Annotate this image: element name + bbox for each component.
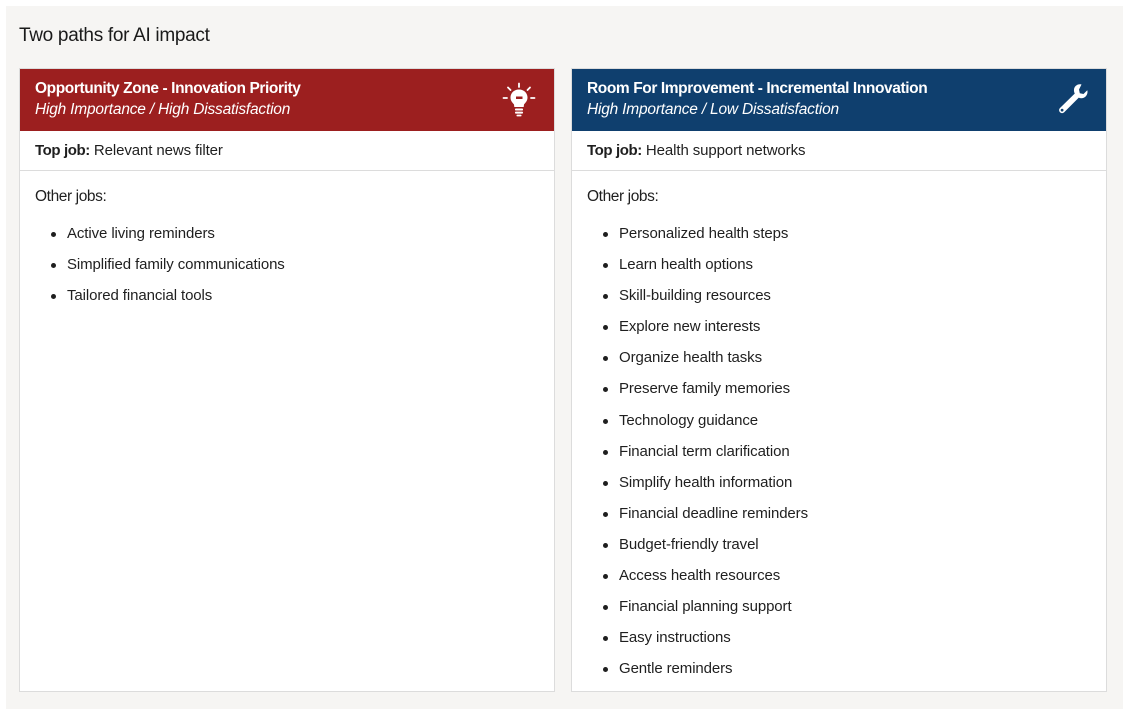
list-item: Organize health tasks — [603, 342, 1106, 373]
top-job-row — [20, 131, 554, 171]
other-jobs-heading: Other jobs: — [587, 188, 659, 205]
card-header — [20, 69, 554, 131]
lightbulb-icon — [502, 82, 536, 118]
list-item: Financial term clarification — [603, 436, 1106, 467]
wrench-icon — [1054, 82, 1088, 118]
top-job-label: Top job: — [35, 142, 90, 159]
list-item: Budget-friendly travel — [603, 529, 1106, 560]
other-jobs-list — [20, 218, 554, 311]
list-item: Gentle reminders — [603, 653, 1106, 684]
card-header — [572, 69, 1106, 131]
list-item: Simplify health information — [603, 467, 1106, 498]
card-subtitle: High Importance / Low Dissatisfaction — [587, 101, 839, 118]
top-job-value: Relevant news filter — [93, 142, 223, 159]
other-jobs-list — [572, 218, 1106, 684]
list-item: Financial deadline reminders — [603, 498, 1106, 529]
list-item: Tailored financial tools — [51, 280, 554, 311]
list-item: Active living reminders — [51, 218, 554, 249]
list-item: Preserve family memories — [603, 373, 1106, 404]
top-job-row — [572, 131, 1106, 171]
list-item: Learn health options — [603, 249, 1106, 280]
room-for-improvement-card — [571, 68, 1107, 692]
list-item: Simplified family communications — [51, 249, 554, 280]
list-item: Easy instructions — [603, 622, 1106, 653]
opportunity-zone-card — [19, 68, 555, 692]
list-item: Explore new interests — [603, 311, 1106, 342]
other-jobs-heading: Other jobs: — [35, 188, 107, 205]
list-item: Skill-building resources — [603, 280, 1106, 311]
list-item: Financial planning support — [603, 591, 1106, 622]
top-job-value: Health support networks — [645, 142, 806, 159]
card-title: Opportunity Zone - Innovation Priority — [35, 80, 301, 97]
card-subtitle: High Importance / High Dissatisfaction — [35, 101, 291, 118]
card-title: Room For Improvement - Incremental Innovation — [587, 80, 928, 97]
page-title: Two paths for AI impact — [19, 25, 210, 46]
list-item: Technology guidance — [603, 405, 1106, 436]
page-container — [6, 6, 1123, 709]
top-job-label: Top job: — [587, 142, 642, 159]
list-item: Access health resources — [603, 560, 1106, 591]
list-item: Personalized health steps — [603, 218, 1106, 249]
